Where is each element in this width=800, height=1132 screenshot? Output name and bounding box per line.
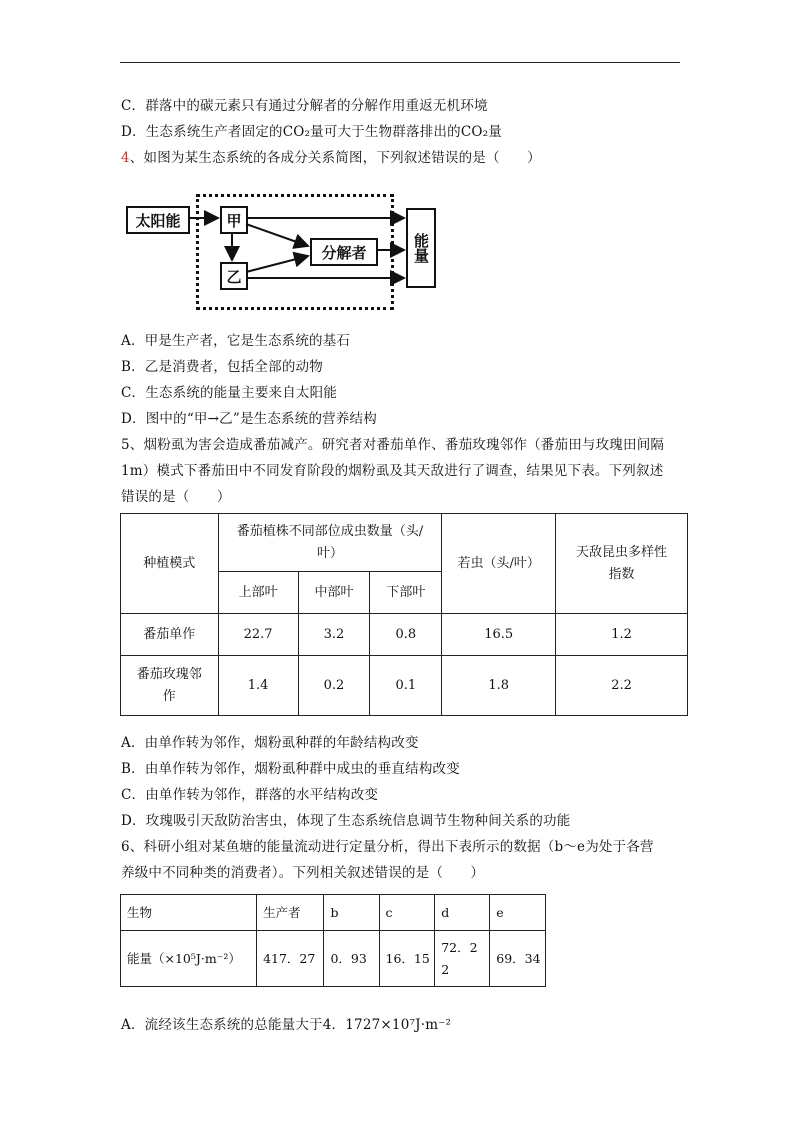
t5-r1-upper: 22.7 (218, 614, 298, 656)
t6-value-b: 0．93 (324, 931, 379, 987)
ecosystem-diagram (124, 194, 444, 312)
t5-header-count: 番茄植株不同部位成虫数量（头/叶） (218, 514, 442, 572)
t6-row-label: 能量（×10⁵J·m⁻²） (121, 931, 257, 987)
question-5-line-1: 5、烟粉虱为害会造成番茄减产。研究者对番茄单作、番茄玫瑰邻作（番茄田与玫瑰田间隔 (121, 437, 665, 453)
t5-r1-div: 1.2 (556, 614, 688, 656)
arrow-yi-to-decomposer (246, 256, 308, 272)
t6-header-c: c (379, 895, 435, 931)
t5-header-mode: 种植模式 (121, 514, 219, 614)
q6-option-a: A．流经该生态系统的总能量大于4．1727×10⁷J·m⁻² (121, 1017, 452, 1033)
t5-header-mid: 中部叶 (298, 572, 370, 614)
t5-header-diversity: 天敌昆虫多样性指数 (556, 514, 688, 614)
option-c-prev: C．群落中的碳元素只有通过分解者的分解作用重返无机环境 (121, 98, 488, 114)
t5-header-upper: 上部叶 (218, 572, 298, 614)
question-4-stem (121, 149, 541, 167)
t5-r2-nymph: 1.8 (442, 656, 556, 716)
question-5-line-2: 1m）模式下番茄田中不同发育阶段的烟粉虱及其天敌进行了调查，结果见下表。下列叙述 (121, 463, 664, 479)
q5-option-d: D．玫瑰吸引天敌防治害虫，体现了生态系统信息调节生物种间关系的功能 (121, 813, 571, 829)
decomposer-box: 分解者 (310, 238, 378, 266)
t5-header-low: 下部叶 (370, 572, 442, 614)
question-5-line-3: 错误的是（ ） (121, 489, 231, 505)
question-6-line-2: 养级中不同种类的消费者）。下列相关叙述错误的是（ ） (121, 865, 485, 881)
question-4-number: 4 (121, 150, 130, 166)
q4-option-b: B．乙是消费者，包括全部的动物 (121, 359, 323, 375)
yi-box: 乙 (220, 262, 248, 290)
t6-header-b: b (324, 895, 379, 931)
t6-value-c: 16．15 (379, 931, 435, 987)
t5-r2-div: 2.2 (556, 656, 688, 716)
t6-header-d: d (435, 895, 490, 931)
question-4-text: 、如图为某生态系统的各成分关系简图，下列叙述错误的是（ ） (129, 150, 541, 166)
q5-option-c: C．由单作转为邻作，群落的水平结构改变 (121, 787, 379, 803)
t6-header-organism: 生物 (121, 895, 257, 931)
t5-r1-mid: 3.2 (298, 614, 370, 656)
t6-value-e: 69．34 (490, 931, 546, 987)
table-q6 (120, 894, 546, 987)
t5-r1-nymph: 16.5 (442, 614, 556, 656)
q5-option-a: A．由单作转为邻作，烟粉虱种群的年龄结构改变 (121, 735, 419, 751)
t5-header-nymph: 若虫（头/叶） (442, 514, 556, 614)
table-q5 (120, 513, 688, 716)
sun-box: 太阳能 (126, 206, 190, 234)
energy-label: 能量 (412, 233, 430, 263)
diagram-arrows (124, 194, 444, 312)
q4-option-a: A．甲是生产者，它是生态系统的基石 (121, 333, 351, 349)
q5-option-b: B．由单作转为邻作，烟粉虱种群中成虫的垂直结构改变 (121, 761, 460, 777)
t5-r1-mode: 番茄单作 (121, 614, 219, 656)
option-d-prev: D．生态系统生产者固定的CO₂量可大于生物群落排出的CO₂量 (121, 124, 502, 140)
q4-option-d: D．图中的“甲→乙”是生态系统的营养结构 (121, 411, 377, 427)
t6-header-producer: 生产者 (257, 895, 324, 931)
q4-option-c: C．生态系统的能量主要来自太阳能 (121, 385, 338, 401)
t6-value-d: 72．22 (435, 931, 490, 987)
jia-box: 甲 (220, 206, 248, 234)
header-rule (120, 62, 680, 63)
t5-r2-upper: 1.4 (218, 656, 298, 716)
t6-value-producer: 417．27 (257, 931, 324, 987)
t5-r2-mid: 0.2 (298, 656, 370, 716)
t5-r2-mode: 番茄玫瑰邻作 (121, 656, 219, 716)
question-6-line-1: 6、科研小组对某鱼塘的能量流动进行定量分析，得出下表所示的数据（b～e为处于各营 (121, 839, 654, 855)
table-row (121, 614, 688, 656)
arrow-jia-to-decomposer (246, 224, 308, 246)
table-row (121, 931, 546, 987)
t5-r2-low: 0.1 (370, 656, 442, 716)
table-row (121, 656, 688, 716)
t5-r1-low: 0.8 (370, 614, 442, 656)
t6-header-e: e (490, 895, 546, 931)
